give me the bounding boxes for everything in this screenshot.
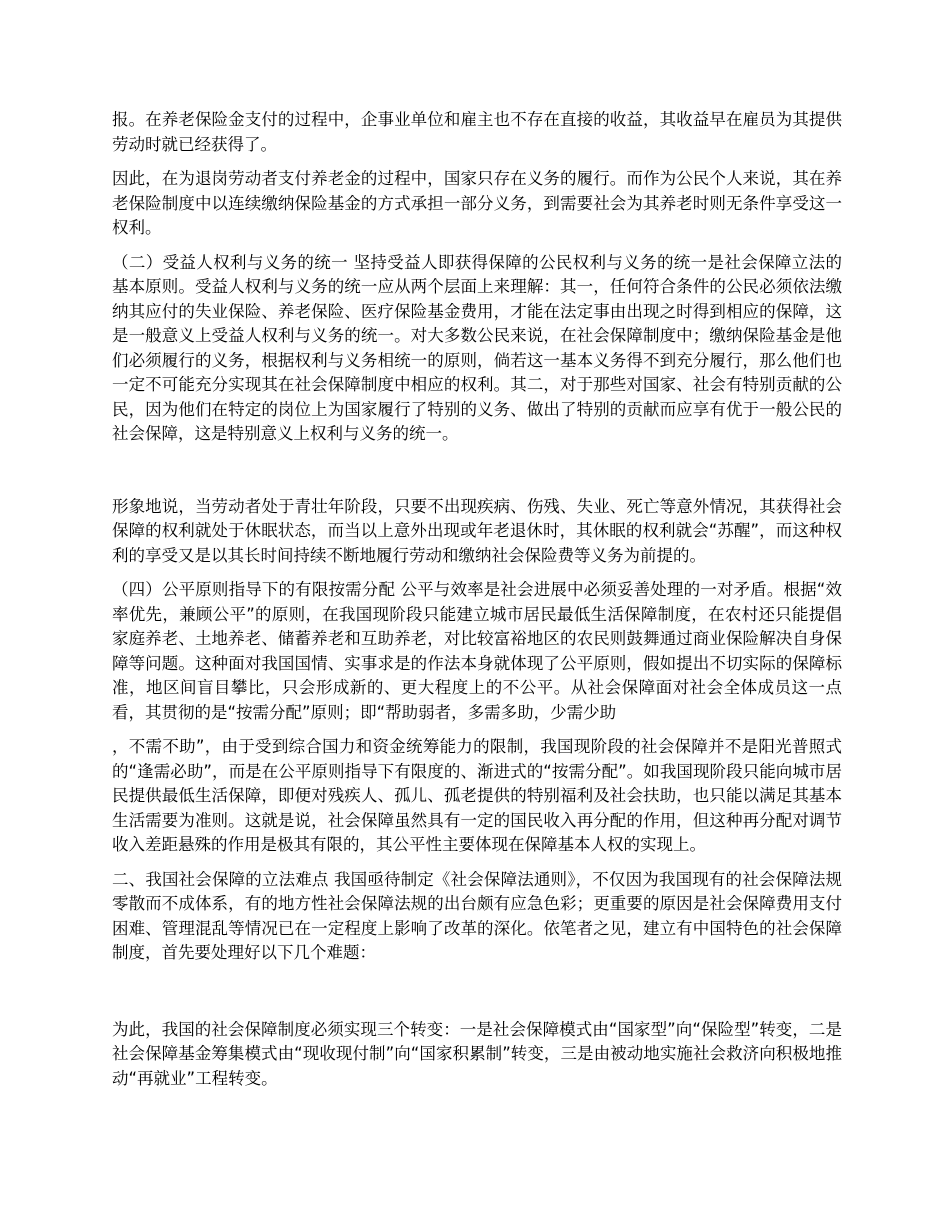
section-gap <box>112 976 842 1018</box>
document-page <box>112 108 842 1101</box>
paragraph-3: （二）受益人权利与义务的统一 坚持受益人即获得保障的公民权利与义务的统一是社会保障立法的基本原则。受益人权利与义务的统一应从两个层面上来理解：其一，任何符合条件的公民必须依法缴纳其应付的失业保险、养老保险、医疗保险基金费用，才能在法定事由出现之时得到相应的保障，这是一般意义上受益人权利与义务的统一。对大多数公民来说，在社会保障制度中；缴纳保险基金是他们必须履行的义务，根据权利与义务相统一的原则，倘若这一基本义务得不到充分履行，那么他们也一定不可能充分实现其在社会保障制度中相应的权利。其二，对于那些对国家、社会有特别贡献的公民，因为他们在特定的岗位上为国家履行了特别的义务、做出了特别的贡献而应享有优于一般公民的社会保障，这是特别意义上权利与义务的统一。 <box>112 252 842 443</box>
paragraph-7: 二、我国社会保障的立法难点 我国亟待制定《社会保障法通则》，不仅因为我国现有的社会保障法规零散而不成体系，有的地方性社会保障法规的出台颇有应急色彩；更重要的原因是社会保障费用支付困难、管理混乱等情况已在一定程度上影响了改革的深化。依笔者之见，建立有中国特色的社会保障制度，首先要处理好以下几个难题： <box>112 869 842 962</box>
paragraph-1: 报。在养老保险金支付的过程中，企事业单位和雇主也不存在直接的收益，其收益早在雇员为其提供劳动时就已经获得了。 <box>112 110 842 154</box>
section-gap <box>112 457 842 495</box>
paragraph-4: 形象地说，当劳动者处于青壮年阶段，只要不出现疾病、伤残、失业、死亡等意外情况，其获得社会保障的权利就处于休眠状态，而当以上意外出现或年老退休时，其休眠的权利就会“苏醒”，而这种权利的享受又是以其长时间持续不断地履行劳动和缴纳社会保险费等义务为前提的。 <box>112 496 842 565</box>
paragraph-8: 为此，我国的社会保障制度必须实现三个转变：一是社会保障模式由“国家型”向“保险型”转变，二是社会保障基金筹集模式由“现收现付制”向“国家积累制”转变，三是由被动地实施社会救济向积极地推动“再就业”工程转变。 <box>112 1019 842 1088</box>
paragraph-6: ，不需不助”，由于受到综合国力和资金统筹能力的限制，我国现阶段的社会保障并不是阳光普照式的“逢需必助”，而是在公平原则指导下有限度的、渐进式的“按需分配”。如我国现阶段只能向城市居民提供最低生活保障，即便对残疾人、孤儿、孤老提供的特别福利及社会扶助，也只能以满足其基本生活需要为准则。这就是说，社会保障虽然具有一定的国民收入再分配的作用，但这种再分配对调节收入差距悬殊的作用是极其有限的，其公平性主要体现在保障基本人权的实现上。 <box>112 737 842 854</box>
paragraph-2: 因此，在为退岗劳动者支付养老金的过程中，国家只存在义务的履行。而作为公民个人来说，其在养老保险制度中以连续缴纳保险基金的方式承担一部分义务，到需要社会为其养老时则无条件享受这一权利。 <box>112 169 842 237</box>
paragraph-5: （四）公平原则指导下的有限按需分配 公平与效率是社会进展中必须妥善处理的一对矛盾。根据“效率优先，兼顾公平”的原则，在我国现阶段只能建立城市居民最低生活保障制度，在农村还只能提倡家庭养老、土地养老、储蓄养老和互助养老，对比较富裕地区的农民则鼓舞通过商业保险解决自身保障等问题。这种面对我国国情、实事求是的作法本身就体现了公平原则，假如提出不切实际的保障标准，地区间盲目攀比，只会形成新的、更大程度上的不公平。从社会保障面对社会全体成员这一点看，其贯彻的是“按需分配”原则；即“帮助弱者，多需多助，少需少助 <box>112 580 842 722</box>
